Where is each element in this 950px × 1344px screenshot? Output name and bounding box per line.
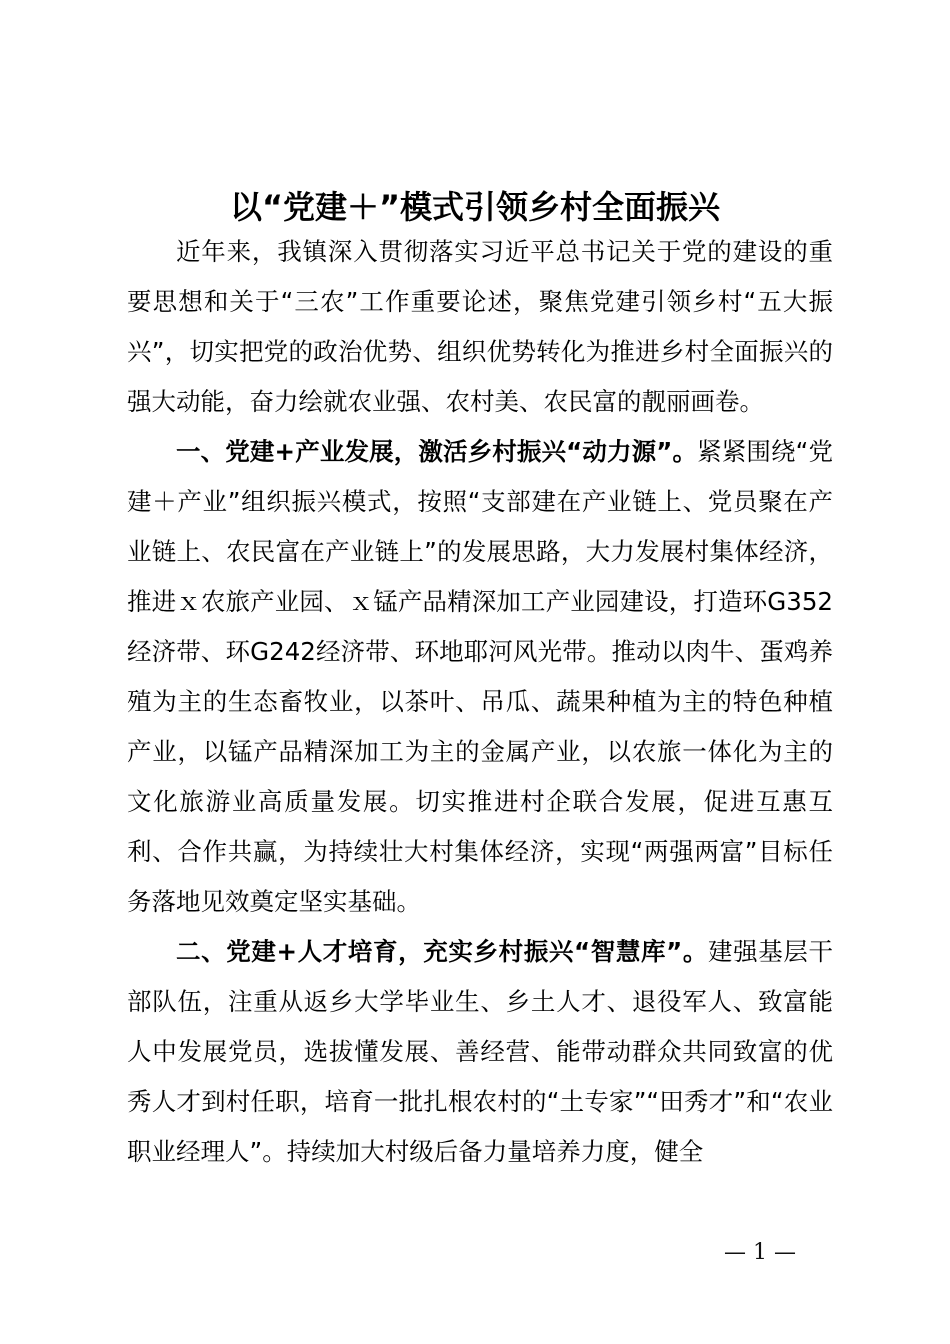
section-paragraph-talent (127, 927, 833, 1177)
document-title: 以“党建＋”模式引领乡村全面振兴 (229, 188, 721, 226)
document-body (127, 227, 833, 1177)
section-text-talent: 建强基层干部队伍，注重从返乡大学毕业生、乡土人才、退役军人、致富能人中发展党员，选拔懂发展、善经营、能带动群众共同致富的优秀人才到村任职，培育一批扎根农村的“土专家”“田秀才”和“农业职业经理人”。持续加大村级后备力量培养力度，健全 (127, 937, 834, 1166)
section-paragraph-industry (127, 427, 833, 927)
intro-paragraph (127, 227, 833, 427)
section-text-industry: 紧紧围绕“党建＋产业”组织振兴模式，按照“支部建在产业链上、党员聚在产业链上、农民富在产业链上”的发展思路，大力发展村集体经济，推进ｘ农旅产业园、ｘ锰产品精深加工产业园建设，打造环G352经济带、环G242经济带、环地耶河风光带。推动以肉牛、蛋鸡养殖为主的生态畜牧业，以茶叶、吊瓜、蔬果种植为主的特色种植产业，以锰产品精深加工为主的金属产业，以农旅一体化为主的文化旅游业高质量发展。切实推进村企联合发展，促进互惠互利、合作共赢，为持续壮大村集体经济，实现“两强两富”目标任务落地见效奠定坚实基础。 (127, 437, 833, 916)
intro-paragraph-text: 近年来，我镇深入贯彻落实习近平总书记关于党的建设的重要思想和关于“三农”工作重要论述，聚焦党建引领乡村“五大振兴”，切实把党的政治优势、组织优势转化为推进乡村全面振兴的强大动能，奋力绘就农业强、农村美、农民富的靓丽画卷。 (127, 237, 833, 416)
section-heading-industry: 一、党建+产业发展，激活乡村振兴“动力源”。 (176, 437, 698, 466)
section-heading-talent: 二、党建+人才培育，充实乡村振兴“智慧库”。 (176, 937, 708, 966)
page-number: — 1 — (724, 1240, 796, 1265)
